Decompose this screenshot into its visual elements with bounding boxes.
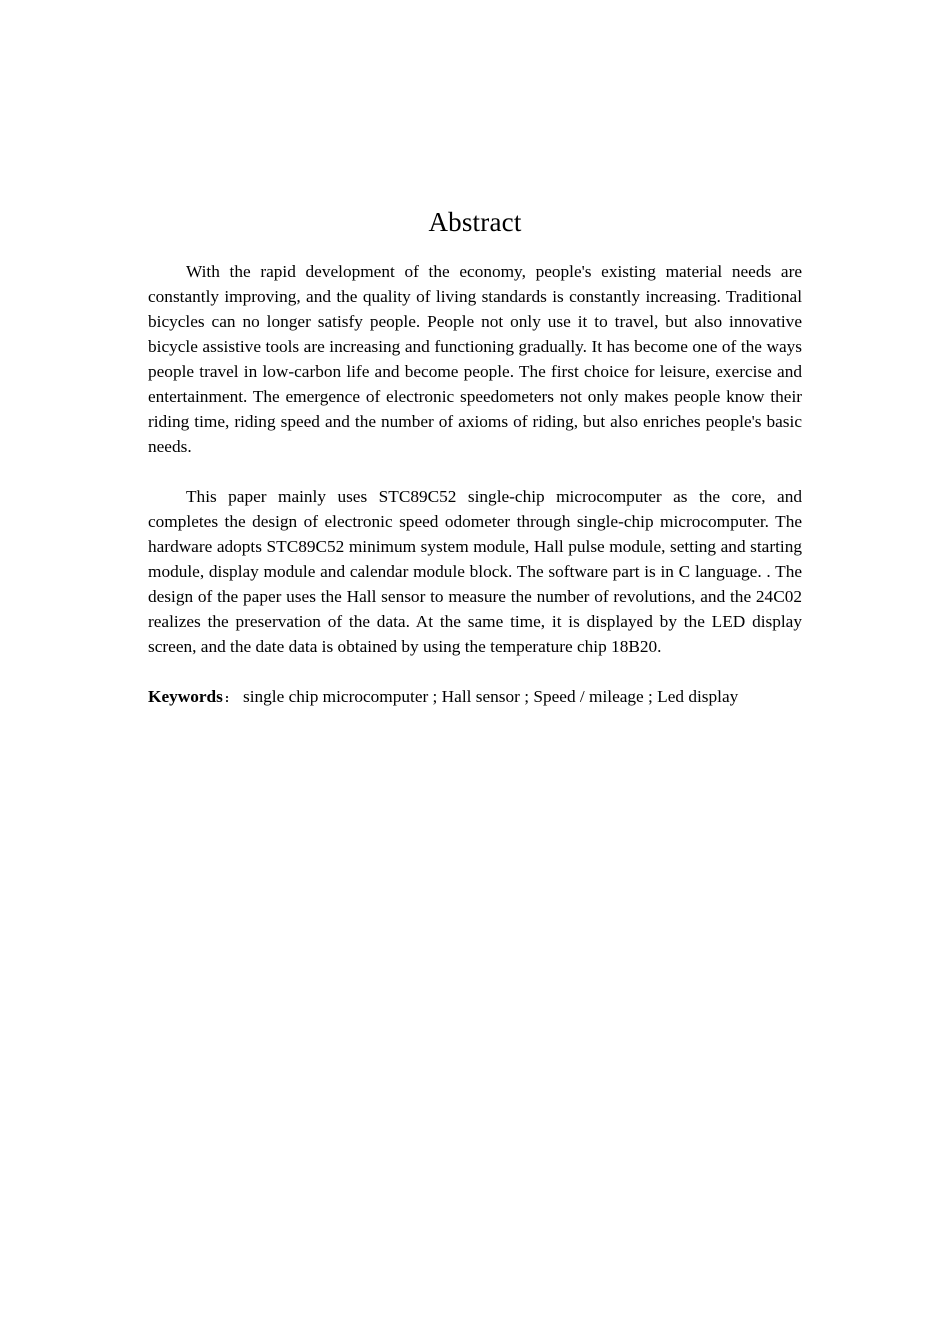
abstract-paragraph-2: This paper mainly uses STC89C52 single-chip microcomputer as the core, and completes the design of electronic speed odometer through single-chip microcomputer. The hardware adopts STC89C52 minimum system module, Hall pulse module, setting and starting module, display module and calendar module block. The software part is in C language. . The design of the paper uses the Hall sensor to measure the number of revolutions, and the 24C02 realizes the preservation of the data. At the same time, it is displayed by the LED display screen, and the date data is obtained by using the temperature chip 18B20. bbox=[148, 487, 802, 656]
keywords-label-wrap bbox=[148, 684, 243, 710]
keywords-section bbox=[148, 684, 802, 710]
abstract-page bbox=[148, 205, 802, 710]
abstract-paragraph-1: With the rapid development of the economy, people's existing material needs are constantly improving, and the quality of living standards is constantly increasing. Traditional bicycles can no longer satisfy people. People not only use it to travel, but also innovative bicycle assistive tools are increasing and functioning gradually. It has become one of the ways people travel in low-carbon life and become people. The first choice for leisure, exercise and entertainment. The emergence of electronic speedometers not only makes people know their riding time, riding speed and the number of axioms of riding, but also enriches people's basic needs. bbox=[148, 262, 802, 456]
keywords-list: single chip microcomputer ; Hall sensor ; Speed / mileage ; Led display bbox=[243, 687, 739, 706]
abstract-title: Abstract bbox=[428, 207, 522, 237]
keywords-label: Keywords bbox=[148, 687, 223, 706]
keywords-colon: : bbox=[224, 690, 230, 705]
